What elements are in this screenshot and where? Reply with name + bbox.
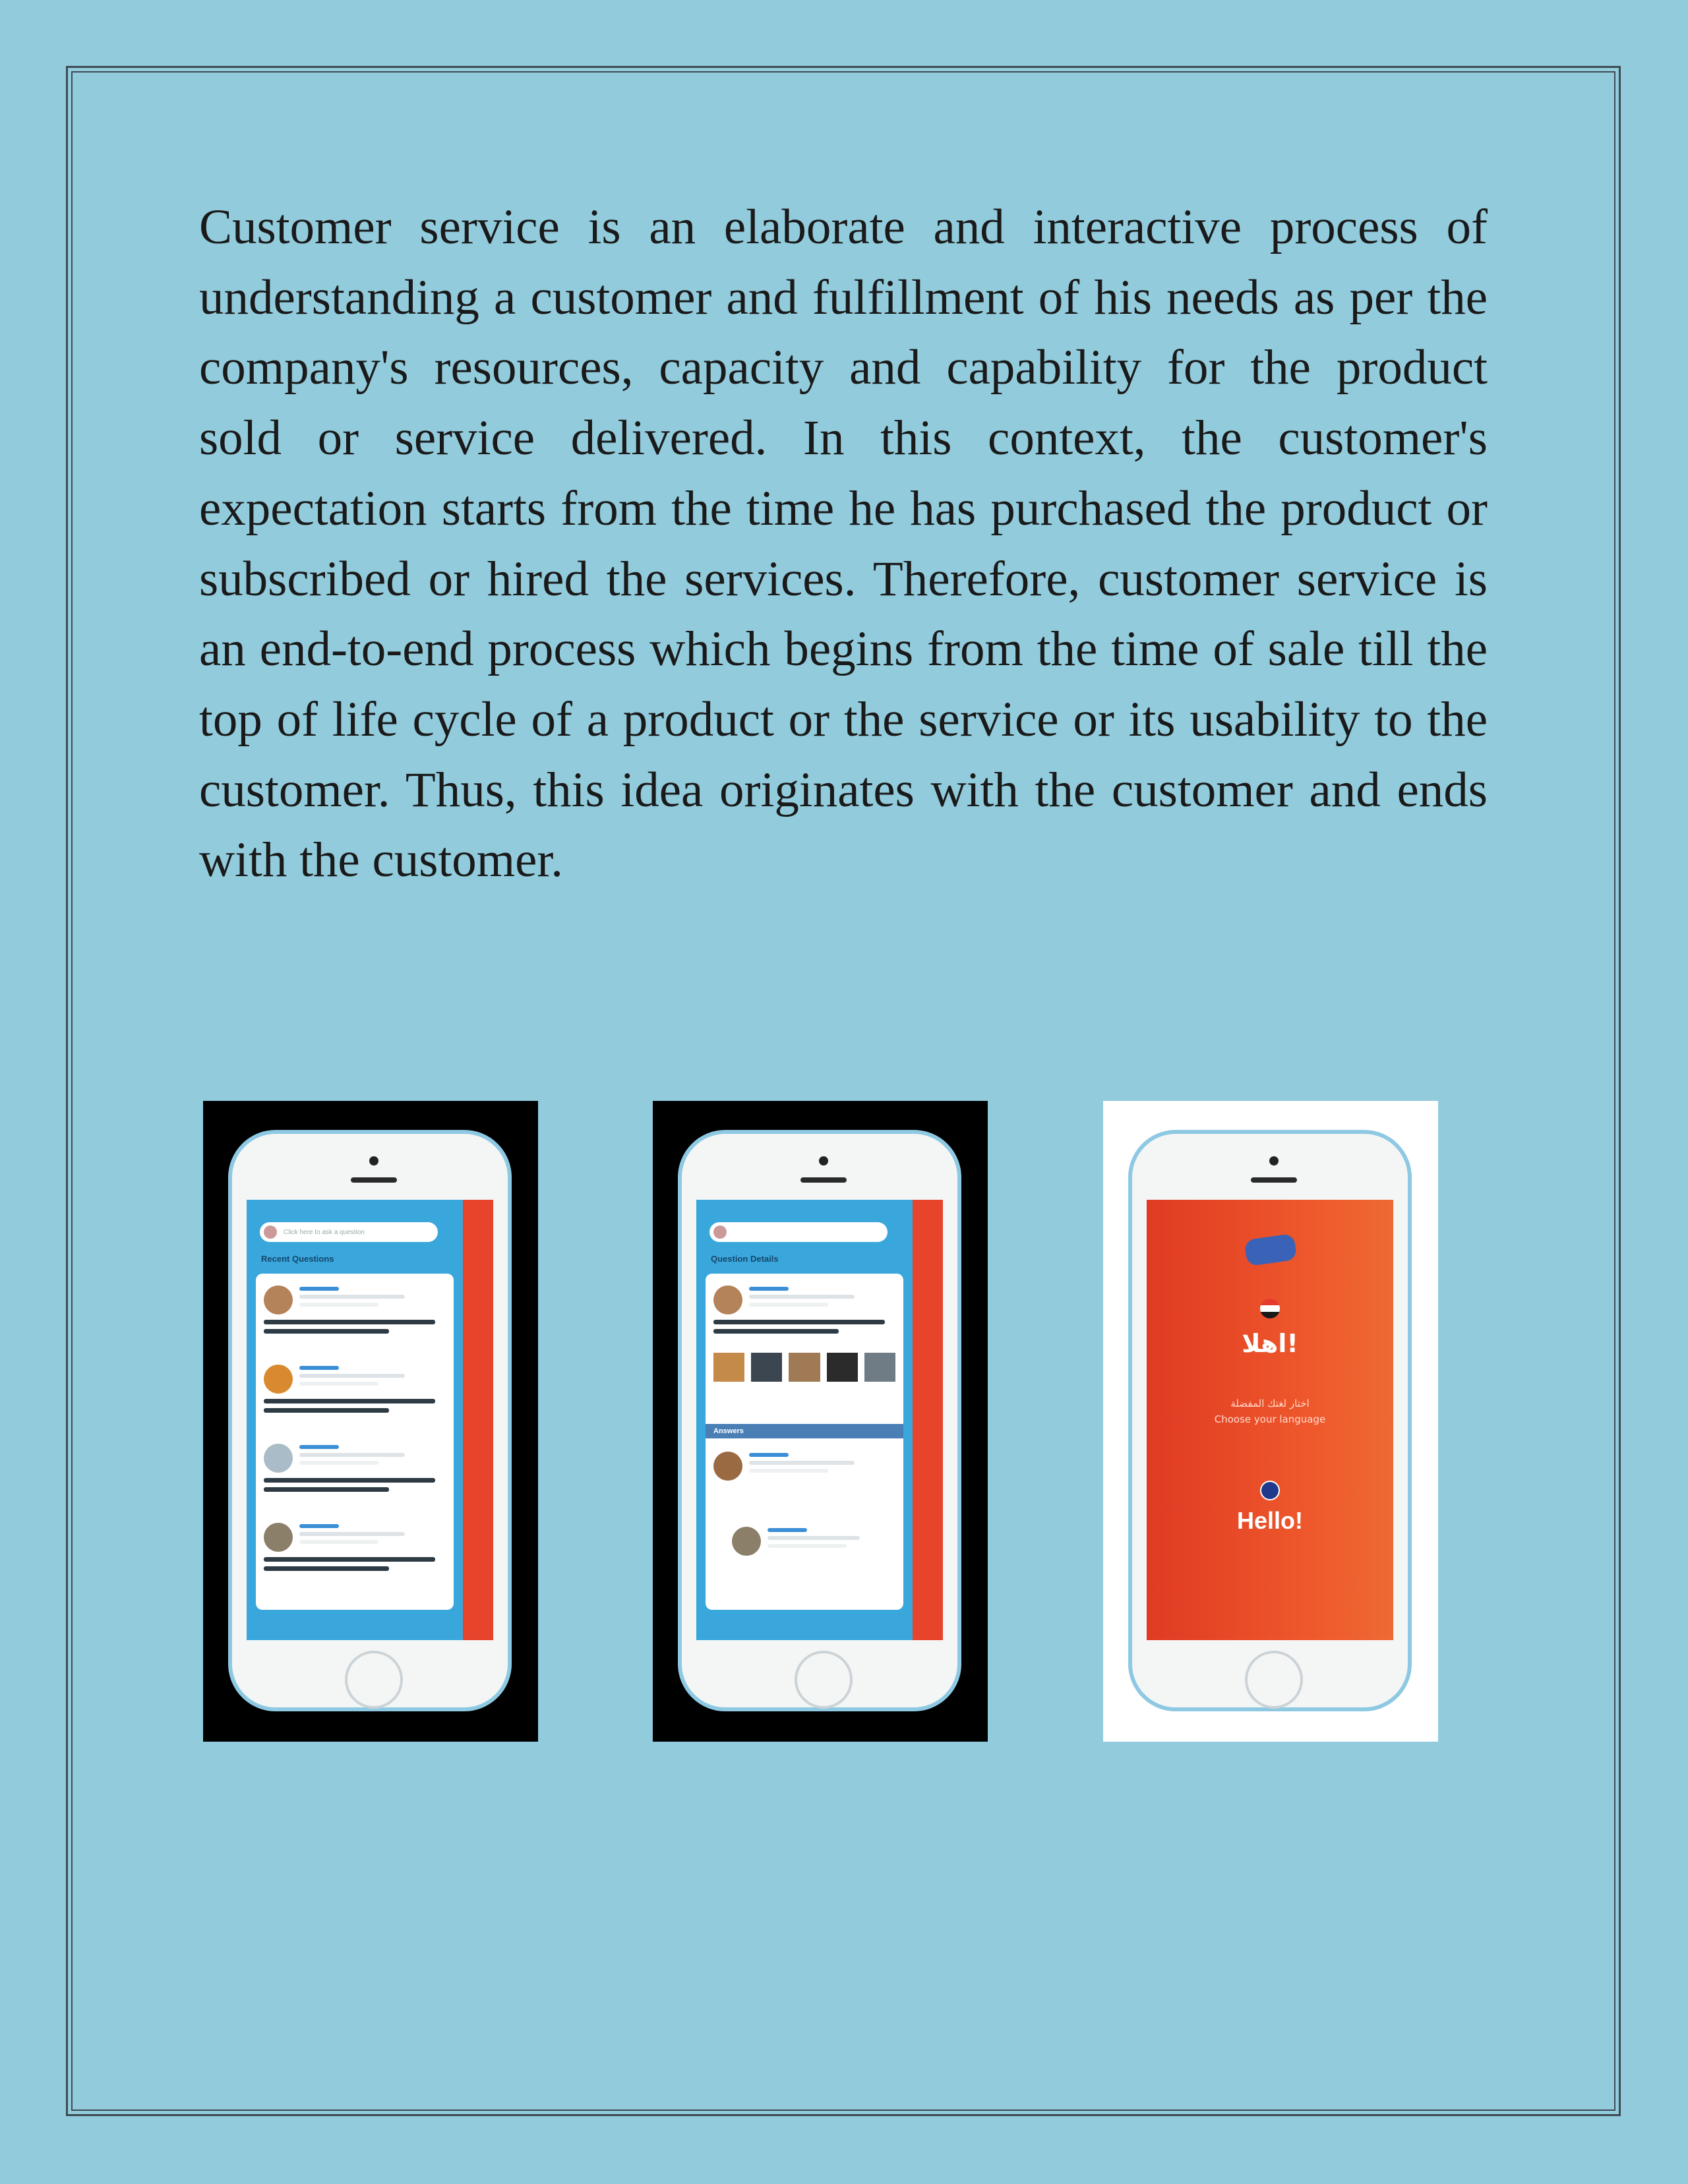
search-bar [260, 1222, 438, 1242]
arabic-greeting: اهلا! [1242, 1329, 1298, 1358]
phone-screen [1147, 1200, 1393, 1640]
app-screenshot-language-select [1103, 1101, 1438, 1742]
avatar [264, 1444, 293, 1473]
search-bar [709, 1222, 888, 1242]
side-panel [463, 1200, 493, 1640]
body-paragraph: Customer service is an elaborate and interactive process of understanding a customer and fulfillment of his needs as per the company's resources, capacity and capability for the product sold or service delivered. In this context, the customer's expectation starts from the time he has purchased the product or subscribed or hired the services. Therefore, customer service is an end-to-end process which begins from the time of sale till the top of life cycle of a product or the service or its usability to the customer. Thus, this idea originates with the customer and ends with the customer. [199, 200, 1488, 888]
question-detail-card [706, 1274, 903, 1610]
speaker-icon [351, 1177, 397, 1183]
answer-item [732, 1524, 890, 1590]
side-panel [913, 1200, 943, 1640]
camera-icon [819, 1156, 828, 1166]
avatar [732, 1527, 761, 1556]
app-screenshot-recent-questions [203, 1101, 538, 1742]
phone-mockup [678, 1130, 961, 1711]
question-item [713, 1283, 898, 1349]
camera-icon [1269, 1156, 1279, 1166]
phone-mockup [228, 1130, 512, 1711]
list-item [264, 1441, 448, 1507]
phone-mockup [1128, 1130, 1412, 1711]
search-placeholder: Click here to ask a question [284, 1228, 365, 1236]
home-button [345, 1651, 403, 1709]
questions-card [256, 1274, 454, 1610]
phone-screen [247, 1200, 493, 1640]
screen-heading: Question Details [711, 1254, 779, 1264]
english-greeting: Hello! [1236, 1507, 1303, 1534]
uk-flag-icon [1260, 1481, 1280, 1500]
list-item [264, 1283, 448, 1349]
home-button [1245, 1651, 1303, 1709]
avatar [264, 1523, 293, 1552]
egypt-flag-icon [1260, 1299, 1280, 1318]
app-screenshot-question-details [653, 1101, 988, 1742]
avatar [713, 1225, 727, 1239]
phone-screen [696, 1200, 943, 1640]
camera-icon [369, 1156, 378, 1166]
speaker-icon [1251, 1177, 1297, 1183]
avatar [713, 1452, 742, 1481]
home-button [795, 1651, 853, 1709]
list-item [264, 1362, 448, 1428]
avatar [713, 1285, 742, 1314]
arabic-choose-language: اختار لغتك المفضلة [1230, 1398, 1310, 1409]
answer-item [713, 1449, 898, 1515]
answers-header: Answers [706, 1424, 903, 1438]
screen-heading: Recent Questions [261, 1254, 334, 1264]
list-item [264, 1520, 448, 1586]
avatar [264, 1225, 277, 1239]
photo-strip [713, 1353, 895, 1382]
avatar [264, 1285, 293, 1314]
avatar [264, 1365, 293, 1394]
choose-language-text: Choose your language [1214, 1413, 1326, 1425]
speaker-icon [800, 1177, 847, 1183]
